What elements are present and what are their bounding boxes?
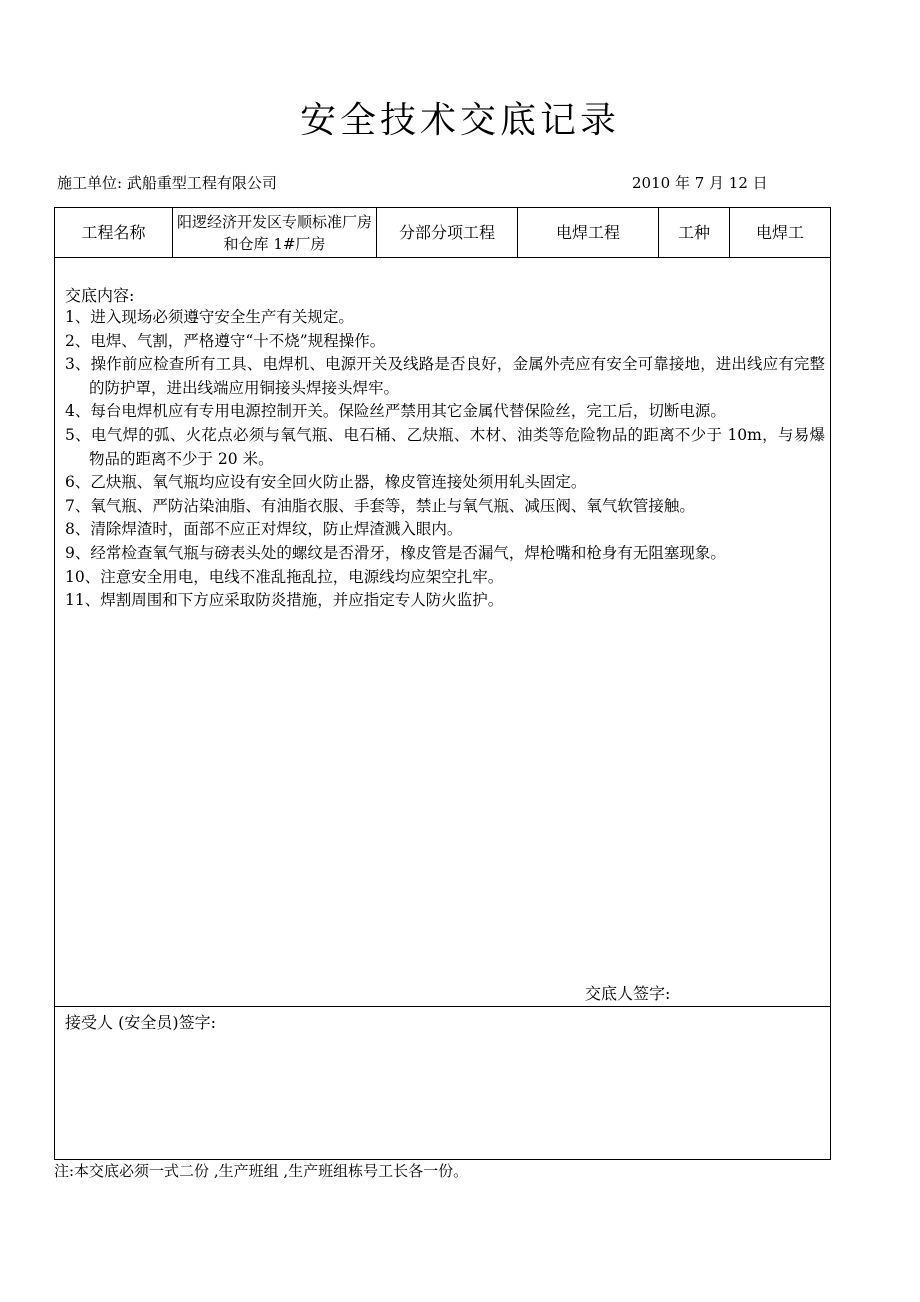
list-item: 4、每台电焊机应有专用电源控制开关。保险丝严禁用其它金属代替保险丝，完工后，切断电源。 <box>65 402 726 421</box>
construction-unit-label: 施工单位: <box>57 174 123 192</box>
footnote: 注:本交底必须一式二份 ,生产班组 ,生产班组栋号工长各一份。 <box>54 1162 469 1180</box>
trade-label: 工种 <box>659 208 730 257</box>
list-item: 11、焊割周围和下方应采取防炎措施，并应指定专人防火监护。 <box>65 591 504 610</box>
presenter-signature-label: 交底人签字: <box>585 984 671 1003</box>
briefing-content-section <box>54 257 831 1007</box>
project-name-label: 工程名称 <box>55 208 173 257</box>
construction-unit <box>57 172 277 193</box>
sub-project-value: 电焊工程 <box>518 208 659 257</box>
construction-unit-value: 武船重型工程有限公司 <box>126 174 277 192</box>
sub-project-label: 分部分项工程 <box>377 208 518 257</box>
list-item: 9、经常检查氧气瓶与磅表头处的螺纹是否滑牙，橡皮管是否漏气，焊枪嘴和枪身有无阻塞现象。 <box>65 543 726 562</box>
briefing-items-list <box>65 306 825 613</box>
page-title: 安全技术交底记录 <box>299 100 620 141</box>
project-name-value: 阳逻经济开发区专顺标准厂房和仓库 1#厂房 <box>173 208 377 257</box>
list-item: 8、清除焊渣时，面部不应正对焊纹，防止焊渣溅入眼内。 <box>65 520 463 539</box>
record-date: 2010 年 7 月 12 日 <box>632 174 768 192</box>
trade-value: 电焊工 <box>755 222 804 242</box>
list-item: 7、氧气瓶、严防沾染油脂、有油脂衣服、手套等，禁止与氧气瓶、减压阀、氧气软管接触。 <box>65 496 695 515</box>
list-item: 3、操作前应检查所有工具、电焊机、电源开关及线路是否良好，金属外壳应有安全可靠接地，进出线应有完整的防护罩，进出线端应用铜接头焊接头焊牢。 <box>65 355 825 397</box>
project-info-row <box>54 207 831 258</box>
briefing-content-header: 交底内容: <box>65 286 135 305</box>
list-item: 10、注意安全用电，电线不准乱拖乱拉，电源线均应架空扎牢。 <box>65 567 504 586</box>
receiver-signature-section <box>54 1006 831 1160</box>
list-item: 5、电气焊的弧、火花点必须与氧气瓶、电石桶、乙炔瓶、木材、油类等危险物品的距离不少于 10m，与易爆物品的距离不少于 20 米。 <box>65 425 825 468</box>
list-item: 6、乙炔瓶、氧气瓶均应设有安全回火防止器，橡皮管连接处须用轧头固定。 <box>65 473 587 492</box>
list-item: 2、电焊、气割，严格遵守“十不烧”规程操作。 <box>65 331 386 350</box>
list-item: 1、进入现场必须遵守安全生产有关规定。 <box>65 308 354 326</box>
receiver-signature-label: 接受人 (安全员)签字: <box>65 1013 216 1032</box>
